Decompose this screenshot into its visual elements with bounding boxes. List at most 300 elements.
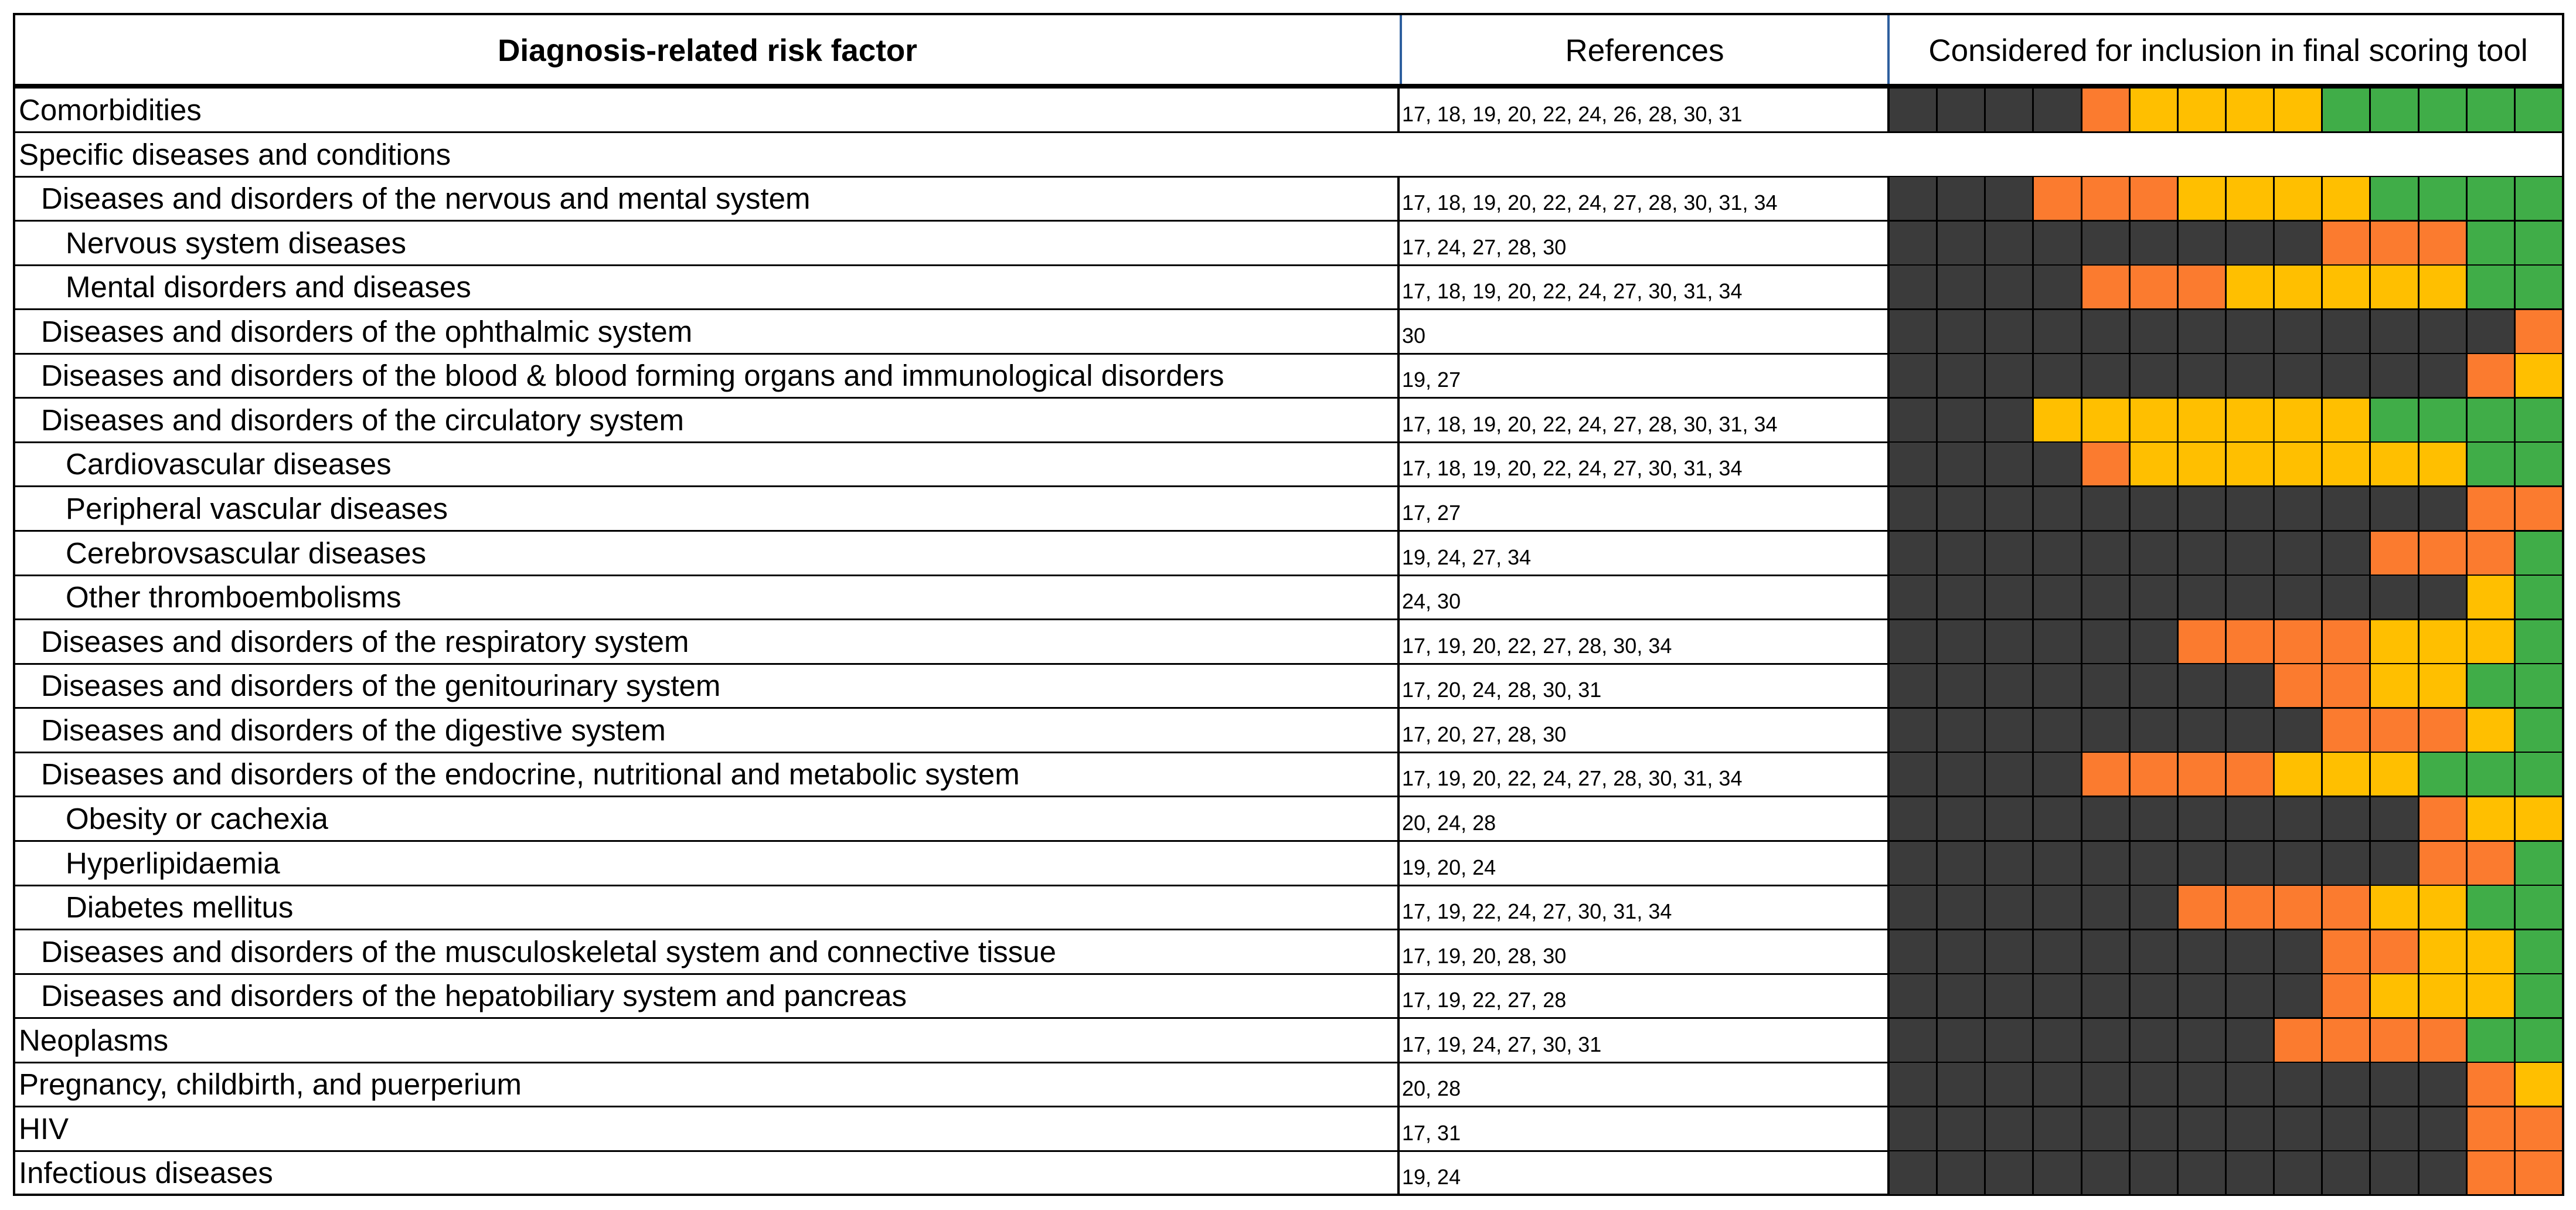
inclusion-cell bbox=[2323, 532, 2371, 575]
inclusion-cell bbox=[2082, 399, 2131, 441]
inclusion-cell bbox=[2034, 1063, 2082, 1106]
inclusion-cell bbox=[1890, 974, 1938, 1017]
inclusion-grid bbox=[1887, 974, 2562, 1017]
inclusion-cell bbox=[1938, 1019, 1986, 1062]
inclusion-cell bbox=[2420, 797, 2468, 840]
risk-factor-label: Peripheral vascular diseases bbox=[66, 492, 448, 526]
inclusion-cell bbox=[2468, 310, 2516, 353]
inclusion-cell bbox=[2034, 753, 2082, 796]
inclusion-cell bbox=[2034, 266, 2082, 308]
inclusion-cell bbox=[2082, 310, 2131, 353]
inclusion-cell bbox=[2034, 930, 2082, 973]
inclusion-cell bbox=[2420, 487, 2468, 530]
inclusion-cell bbox=[2516, 310, 2562, 353]
references-cell: 19, 27 bbox=[1397, 354, 1887, 397]
inclusion-grid bbox=[1887, 620, 2562, 663]
risk-factor-label: Hyperlipidaemia bbox=[66, 846, 280, 880]
inclusion-cell bbox=[2131, 576, 2179, 618]
inclusion-cell bbox=[2371, 487, 2419, 530]
inclusion-cell bbox=[1890, 753, 1938, 796]
inclusion-cell bbox=[2420, 310, 2468, 353]
inclusion-cell bbox=[2131, 532, 2179, 575]
inclusion-cell bbox=[2468, 532, 2516, 575]
inclusion-cell bbox=[1890, 709, 1938, 752]
inclusion-cell bbox=[2179, 1019, 2227, 1062]
inclusion-cell bbox=[2275, 1107, 2323, 1150]
inclusion-cell bbox=[1890, 1019, 1938, 1062]
inclusion-cell bbox=[2082, 1151, 2131, 1194]
inclusion-cell bbox=[2082, 886, 2131, 929]
inclusion-cell bbox=[2179, 709, 2227, 752]
inclusion-cell bbox=[2082, 974, 2131, 1017]
inclusion-cell bbox=[2275, 664, 2323, 707]
inclusion-cell bbox=[1890, 222, 1938, 264]
inclusion-cell bbox=[2371, 886, 2419, 929]
risk-factor-label: Diseases and disorders of the endocrine, nutritional and metabolic system bbox=[41, 757, 1020, 791]
header-risk-factor: Diagnosis-related risk factor bbox=[498, 33, 917, 68]
references-cell: 17, 19, 20, 22, 27, 28, 30, 34 bbox=[1397, 620, 1887, 663]
inclusion-cell bbox=[2516, 797, 2562, 840]
inclusion-cell bbox=[1938, 354, 1986, 397]
inclusion-cell bbox=[1938, 1151, 1986, 1194]
inclusion-cell bbox=[2371, 576, 2419, 618]
inclusion-cell bbox=[1986, 310, 2034, 353]
inclusion-cell bbox=[2179, 89, 2227, 131]
risk-factor-label: Diseases and disorders of the musculoskeletal system and connective tissue bbox=[41, 934, 1057, 968]
inclusion-cell bbox=[2131, 886, 2179, 929]
references-cell: 19, 24, 27, 34 bbox=[1397, 532, 1887, 575]
inclusion-cell bbox=[2468, 222, 2516, 264]
inclusion-cell bbox=[2516, 930, 2562, 973]
inclusion-cell bbox=[2131, 399, 2179, 441]
inclusion-cell bbox=[2227, 399, 2275, 441]
inclusion-cell bbox=[1890, 1107, 1938, 1150]
inclusion-cell bbox=[1938, 532, 1986, 575]
inclusion-cell bbox=[2227, 1063, 2275, 1106]
inclusion-cell bbox=[1890, 842, 1938, 885]
table-row bbox=[15, 620, 2562, 665]
inclusion-cell bbox=[2082, 487, 2131, 530]
inclusion-grid bbox=[1887, 576, 2562, 618]
inclusion-cell bbox=[2275, 222, 2323, 264]
inclusion-cell bbox=[2371, 709, 2419, 752]
table-row bbox=[15, 974, 2562, 1019]
inclusion-cell bbox=[2468, 399, 2516, 441]
references-cell: 17, 31 bbox=[1397, 1107, 1887, 1150]
inclusion-cell bbox=[2275, 974, 2323, 1017]
inclusion-grid bbox=[1887, 842, 2562, 885]
inclusion-cell bbox=[2131, 842, 2179, 885]
inclusion-cell bbox=[2179, 399, 2227, 441]
inclusion-cell bbox=[2131, 354, 2179, 397]
inclusion-cell bbox=[2179, 842, 2227, 885]
inclusion-cell bbox=[2371, 753, 2419, 796]
inclusion-cell bbox=[2275, 399, 2323, 441]
inclusion-cell bbox=[1938, 487, 1986, 530]
inclusion-cell bbox=[2275, 1151, 2323, 1194]
inclusion-cell bbox=[2227, 89, 2275, 131]
inclusion-cell bbox=[2371, 1063, 2419, 1106]
inclusion-cell bbox=[2420, 886, 2468, 929]
inclusion-grid bbox=[1887, 266, 2562, 308]
inclusion-grid bbox=[1887, 709, 2562, 752]
inclusion-cell bbox=[2371, 1107, 2419, 1150]
inclusion-cell bbox=[2420, 222, 2468, 264]
inclusion-cell bbox=[1890, 576, 1938, 618]
inclusion-cell bbox=[1986, 177, 2034, 220]
inclusion-cell bbox=[2420, 930, 2468, 973]
inclusion-cell bbox=[2227, 177, 2275, 220]
inclusion-cell bbox=[2179, 177, 2227, 220]
inclusion-cell bbox=[2323, 177, 2371, 220]
inclusion-cell bbox=[1890, 532, 1938, 575]
inclusion-cell bbox=[2034, 89, 2082, 131]
inclusion-cell bbox=[1986, 222, 2034, 264]
inclusion-grid bbox=[1887, 399, 2562, 441]
inclusion-cell bbox=[2371, 266, 2419, 308]
inclusion-cell bbox=[2082, 1019, 2131, 1062]
header-references: References bbox=[1400, 15, 1890, 86]
table-row bbox=[15, 664, 2562, 709]
table-row bbox=[15, 222, 2562, 266]
inclusion-cell bbox=[2179, 930, 2227, 973]
inclusion-cell bbox=[2082, 222, 2131, 264]
references-cell: 24, 30 bbox=[1397, 576, 1887, 618]
inclusion-cell bbox=[2131, 177, 2179, 220]
inclusion-cell bbox=[2516, 1063, 2562, 1106]
risk-factor-label: Diseases and disorders of the nervous and mental system bbox=[41, 182, 811, 216]
inclusion-cell bbox=[2371, 310, 2419, 353]
inclusion-cell bbox=[1938, 886, 1986, 929]
references-cell: 17, 19, 22, 27, 28 bbox=[1397, 974, 1887, 1017]
inclusion-grid bbox=[1887, 930, 2562, 973]
references-cell: 17, 20, 24, 28, 30, 31 bbox=[1397, 664, 1887, 707]
inclusion-cell bbox=[2420, 354, 2468, 397]
inclusion-cell bbox=[2275, 310, 2323, 353]
inclusion-cell bbox=[2034, 177, 2082, 220]
table-row bbox=[15, 886, 2562, 930]
inclusion-cell bbox=[2227, 886, 2275, 929]
inclusion-cell bbox=[2371, 974, 2419, 1017]
inclusion-grid bbox=[1887, 1063, 2562, 1106]
risk-factor-label: Diabetes mellitus bbox=[66, 890, 294, 925]
inclusion-cell bbox=[1938, 1063, 1986, 1106]
inclusion-cell bbox=[2468, 354, 2516, 397]
inclusion-cell bbox=[1938, 709, 1986, 752]
inclusion-cell bbox=[2082, 753, 2131, 796]
inclusion-cell bbox=[1986, 664, 2034, 707]
inclusion-cell bbox=[1890, 1063, 1938, 1106]
inclusion-cell bbox=[2082, 354, 2131, 397]
table-row bbox=[15, 797, 2562, 842]
inclusion-cell bbox=[2227, 443, 2275, 485]
inclusion-cell bbox=[2371, 532, 2419, 575]
inclusion-cell bbox=[1986, 709, 2034, 752]
inclusion-cell bbox=[2516, 177, 2562, 220]
inclusion-grid bbox=[1887, 1151, 2562, 1194]
inclusion-cell bbox=[2082, 89, 2131, 131]
risk-factor-label: Specific diseases and conditions bbox=[19, 137, 451, 171]
risk-factor-label: Diseases and disorders of the ophthalmic system bbox=[41, 314, 693, 348]
inclusion-cell bbox=[1890, 487, 1938, 530]
inclusion-cell bbox=[2034, 620, 2082, 663]
inclusion-cell bbox=[2131, 930, 2179, 973]
inclusion-cell bbox=[2468, 1063, 2516, 1106]
inclusion-cell bbox=[2323, 974, 2371, 1017]
inclusion-cell bbox=[2179, 1107, 2227, 1150]
inclusion-cell bbox=[2131, 222, 2179, 264]
inclusion-cell bbox=[2179, 443, 2227, 485]
inclusion-cell bbox=[1986, 620, 2034, 663]
table-row bbox=[15, 753, 2562, 797]
inclusion-cell bbox=[2516, 354, 2562, 397]
inclusion-cell bbox=[2034, 443, 2082, 485]
inclusion-cell bbox=[2131, 709, 2179, 752]
inclusion-cell bbox=[1938, 576, 1986, 618]
inclusion-cell bbox=[2227, 576, 2275, 618]
inclusion-cell bbox=[2275, 797, 2323, 840]
references-cell: 19, 20, 24 bbox=[1397, 842, 1887, 885]
references-cell: 17, 18, 19, 20, 22, 24, 27, 28, 30, 31, 34 bbox=[1397, 399, 1887, 441]
inclusion-cell bbox=[2371, 354, 2419, 397]
inclusion-grid bbox=[1887, 222, 2562, 264]
inclusion-cell bbox=[2468, 266, 2516, 308]
inclusion-cell bbox=[1938, 310, 1986, 353]
header-inclusion: Considered for inclusion in final scoring tool bbox=[1928, 33, 2528, 68]
inclusion-cell bbox=[2034, 1019, 2082, 1062]
inclusion-cell bbox=[2323, 1019, 2371, 1062]
inclusion-cell bbox=[2179, 1063, 2227, 1106]
inclusion-cell bbox=[2468, 709, 2516, 752]
table-row bbox=[15, 709, 2562, 753]
inclusion-cell bbox=[1890, 664, 1938, 707]
inclusion-cell bbox=[2227, 664, 2275, 707]
inclusion-cell bbox=[2034, 1151, 2082, 1194]
inclusion-cell bbox=[2275, 89, 2323, 131]
risk-factor-label: Diseases and disorders of the circulatory system bbox=[41, 403, 684, 437]
references-cell: 17, 18, 19, 20, 22, 24, 27, 30, 31, 34 bbox=[1397, 443, 1887, 485]
inclusion-cell bbox=[2179, 310, 2227, 353]
inclusion-cell bbox=[2179, 974, 2227, 1017]
inclusion-cell bbox=[2179, 222, 2227, 264]
inclusion-cell bbox=[2371, 797, 2419, 840]
inclusion-cell bbox=[2034, 576, 2082, 618]
inclusion-cell bbox=[2516, 443, 2562, 485]
references-cell: 17, 24, 27, 28, 30 bbox=[1397, 222, 1887, 264]
table-row bbox=[15, 354, 2562, 399]
risk-factor-label: Pregnancy, childbirth, and puerperium bbox=[19, 1068, 522, 1102]
inclusion-cell bbox=[2082, 576, 2131, 618]
inclusion-cell bbox=[2179, 886, 2227, 929]
inclusion-cell bbox=[2034, 222, 2082, 264]
table-row bbox=[15, 89, 2562, 133]
inclusion-cell bbox=[2516, 753, 2562, 796]
table-row bbox=[15, 399, 2562, 443]
risk-factor-label: Other thromboembolisms bbox=[66, 580, 401, 614]
inclusion-cell bbox=[2131, 443, 2179, 485]
inclusion-grid bbox=[1887, 753, 2562, 796]
inclusion-cell bbox=[2516, 266, 2562, 308]
inclusion-cell bbox=[2227, 620, 2275, 663]
inclusion-cell bbox=[2323, 399, 2371, 441]
inclusion-cell bbox=[2034, 487, 2082, 530]
inclusion-grid bbox=[1887, 1019, 2562, 1062]
inclusion-cell bbox=[2082, 709, 2131, 752]
inclusion-cell bbox=[1986, 1107, 2034, 1150]
inclusion-cell bbox=[2034, 974, 2082, 1017]
inclusion-cell bbox=[2468, 664, 2516, 707]
inclusion-cell bbox=[2323, 709, 2371, 752]
inclusion-cell bbox=[2323, 1107, 2371, 1150]
table-row bbox=[15, 133, 2562, 178]
inclusion-cell bbox=[1938, 930, 1986, 973]
risk-factor-label: Nervous system diseases bbox=[66, 226, 407, 260]
inclusion-cell bbox=[2468, 797, 2516, 840]
inclusion-cell bbox=[2323, 1063, 2371, 1106]
inclusion-cell bbox=[1890, 797, 1938, 840]
table-row bbox=[15, 487, 2562, 532]
inclusion-cell bbox=[2275, 576, 2323, 618]
inclusion-cell bbox=[2516, 974, 2562, 1017]
table-row bbox=[15, 1063, 2562, 1107]
inclusion-cell bbox=[2275, 709, 2323, 752]
inclusion-cell bbox=[2420, 1107, 2468, 1150]
inclusion-cell bbox=[1986, 974, 2034, 1017]
inclusion-cell bbox=[2468, 1019, 2516, 1062]
risk-factor-label: HIV bbox=[19, 1112, 69, 1146]
inclusion-cell bbox=[1986, 753, 2034, 796]
inclusion-cell bbox=[2179, 1151, 2227, 1194]
inclusion-grid bbox=[1887, 443, 2562, 485]
inclusion-cell bbox=[2131, 1107, 2179, 1150]
inclusion-cell bbox=[2034, 797, 2082, 840]
inclusion-cell bbox=[2082, 266, 2131, 308]
references-cell: 17, 19, 22, 24, 27, 30, 31, 34 bbox=[1397, 886, 1887, 929]
inclusion-cell bbox=[2516, 709, 2562, 752]
inclusion-cell bbox=[2034, 354, 2082, 397]
inclusion-cell bbox=[2323, 842, 2371, 885]
inclusion-cell bbox=[2516, 487, 2562, 530]
inclusion-cell bbox=[2420, 266, 2468, 308]
risk-factor-label: Diseases and disorders of the digestive system bbox=[41, 713, 666, 747]
inclusion-cell bbox=[2371, 1019, 2419, 1062]
inclusion-cell bbox=[2420, 753, 2468, 796]
inclusion-cell bbox=[2371, 399, 2419, 441]
inclusion-cell bbox=[1938, 222, 1986, 264]
inclusion-cell bbox=[2323, 487, 2371, 530]
inclusion-cell bbox=[1938, 89, 1986, 131]
inclusion-cell bbox=[2323, 266, 2371, 308]
inclusion-cell bbox=[2131, 310, 2179, 353]
references-cell: 30 bbox=[1397, 310, 1887, 353]
inclusion-cell bbox=[2371, 177, 2419, 220]
inclusion-cell bbox=[2371, 842, 2419, 885]
inclusion-cell bbox=[2275, 487, 2323, 530]
inclusion-grid bbox=[1887, 664, 2562, 707]
inclusion-cell bbox=[2179, 532, 2227, 575]
inclusion-cell bbox=[2468, 1107, 2516, 1150]
inclusion-cell bbox=[2082, 177, 2131, 220]
inclusion-cell bbox=[2275, 443, 2323, 485]
inclusion-cell bbox=[2323, 222, 2371, 264]
inclusion-grid bbox=[1887, 487, 2562, 530]
inclusion-cell bbox=[2420, 974, 2468, 1017]
references-cell: 17, 19, 20, 22, 24, 27, 28, 30, 31, 34 bbox=[1397, 753, 1887, 796]
inclusion-cell bbox=[1986, 842, 2034, 885]
inclusion-cell bbox=[2179, 797, 2227, 840]
inclusion-cell bbox=[2420, 177, 2468, 220]
inclusion-cell bbox=[2275, 842, 2323, 885]
inclusion-cell bbox=[2468, 930, 2516, 973]
risk-factor-label: Cerebrovsascular diseases bbox=[66, 536, 427, 570]
table-row bbox=[15, 1019, 2562, 1063]
inclusion-grid bbox=[1887, 886, 2562, 929]
references-cell: 20, 28 bbox=[1397, 1063, 1887, 1106]
table-header bbox=[13, 13, 2564, 84]
inclusion-cell bbox=[2468, 89, 2516, 131]
inclusion-cell bbox=[2323, 797, 2371, 840]
table-row bbox=[15, 266, 2562, 310]
inclusion-cell bbox=[2131, 1151, 2179, 1194]
inclusion-cell bbox=[2082, 930, 2131, 973]
inclusion-cell bbox=[2371, 620, 2419, 663]
inclusion-cell bbox=[1938, 842, 1986, 885]
inclusion-cell bbox=[2275, 1063, 2323, 1106]
inclusion-cell bbox=[2323, 576, 2371, 618]
inclusion-cell bbox=[2468, 753, 2516, 796]
inclusion-cell bbox=[1938, 1107, 1986, 1150]
inclusion-cell bbox=[2516, 664, 2562, 707]
inclusion-cell bbox=[1890, 399, 1938, 441]
inclusion-cell bbox=[1986, 266, 2034, 308]
inclusion-cell bbox=[2131, 487, 2179, 530]
inclusion-cell bbox=[2323, 354, 2371, 397]
inclusion-cell bbox=[1938, 399, 1986, 441]
inclusion-cell bbox=[2034, 1107, 2082, 1150]
references-cell: 17, 18, 19, 20, 22, 24, 27, 28, 30, 31, 34 bbox=[1397, 177, 1887, 220]
inclusion-cell bbox=[2323, 664, 2371, 707]
inclusion-cell bbox=[2179, 664, 2227, 707]
inclusion-cell bbox=[1938, 664, 1986, 707]
inclusion-cell bbox=[1986, 930, 2034, 973]
inclusion-cell bbox=[2131, 266, 2179, 308]
inclusion-cell bbox=[2131, 1019, 2179, 1062]
inclusion-cell bbox=[2034, 709, 2082, 752]
inclusion-cell bbox=[2082, 443, 2131, 485]
inclusion-cell bbox=[2420, 532, 2468, 575]
inclusion-cell bbox=[2468, 974, 2516, 1017]
inclusion-cell bbox=[2082, 842, 2131, 885]
inclusion-cell bbox=[1890, 266, 1938, 308]
inclusion-cell bbox=[2420, 842, 2468, 885]
inclusion-cell bbox=[2275, 354, 2323, 397]
risk-factor-label: Neoplasms bbox=[19, 1023, 169, 1057]
inclusion-cell bbox=[1890, 354, 1938, 397]
inclusion-cell bbox=[2516, 1107, 2562, 1150]
risk-factor-label: Obesity or cachexia bbox=[66, 801, 328, 835]
inclusion-cell bbox=[2323, 620, 2371, 663]
inclusion-cell bbox=[2516, 532, 2562, 575]
inclusion-cell bbox=[2468, 177, 2516, 220]
inclusion-cell bbox=[2131, 753, 2179, 796]
inclusion-cell bbox=[1986, 89, 2034, 131]
inclusion-cell bbox=[2082, 620, 2131, 663]
inclusion-cell bbox=[2420, 576, 2468, 618]
inclusion-grid bbox=[1887, 532, 2562, 575]
inclusion-cell bbox=[2179, 753, 2227, 796]
inclusion-cell bbox=[2468, 487, 2516, 530]
inclusion-cell bbox=[2420, 1063, 2468, 1106]
